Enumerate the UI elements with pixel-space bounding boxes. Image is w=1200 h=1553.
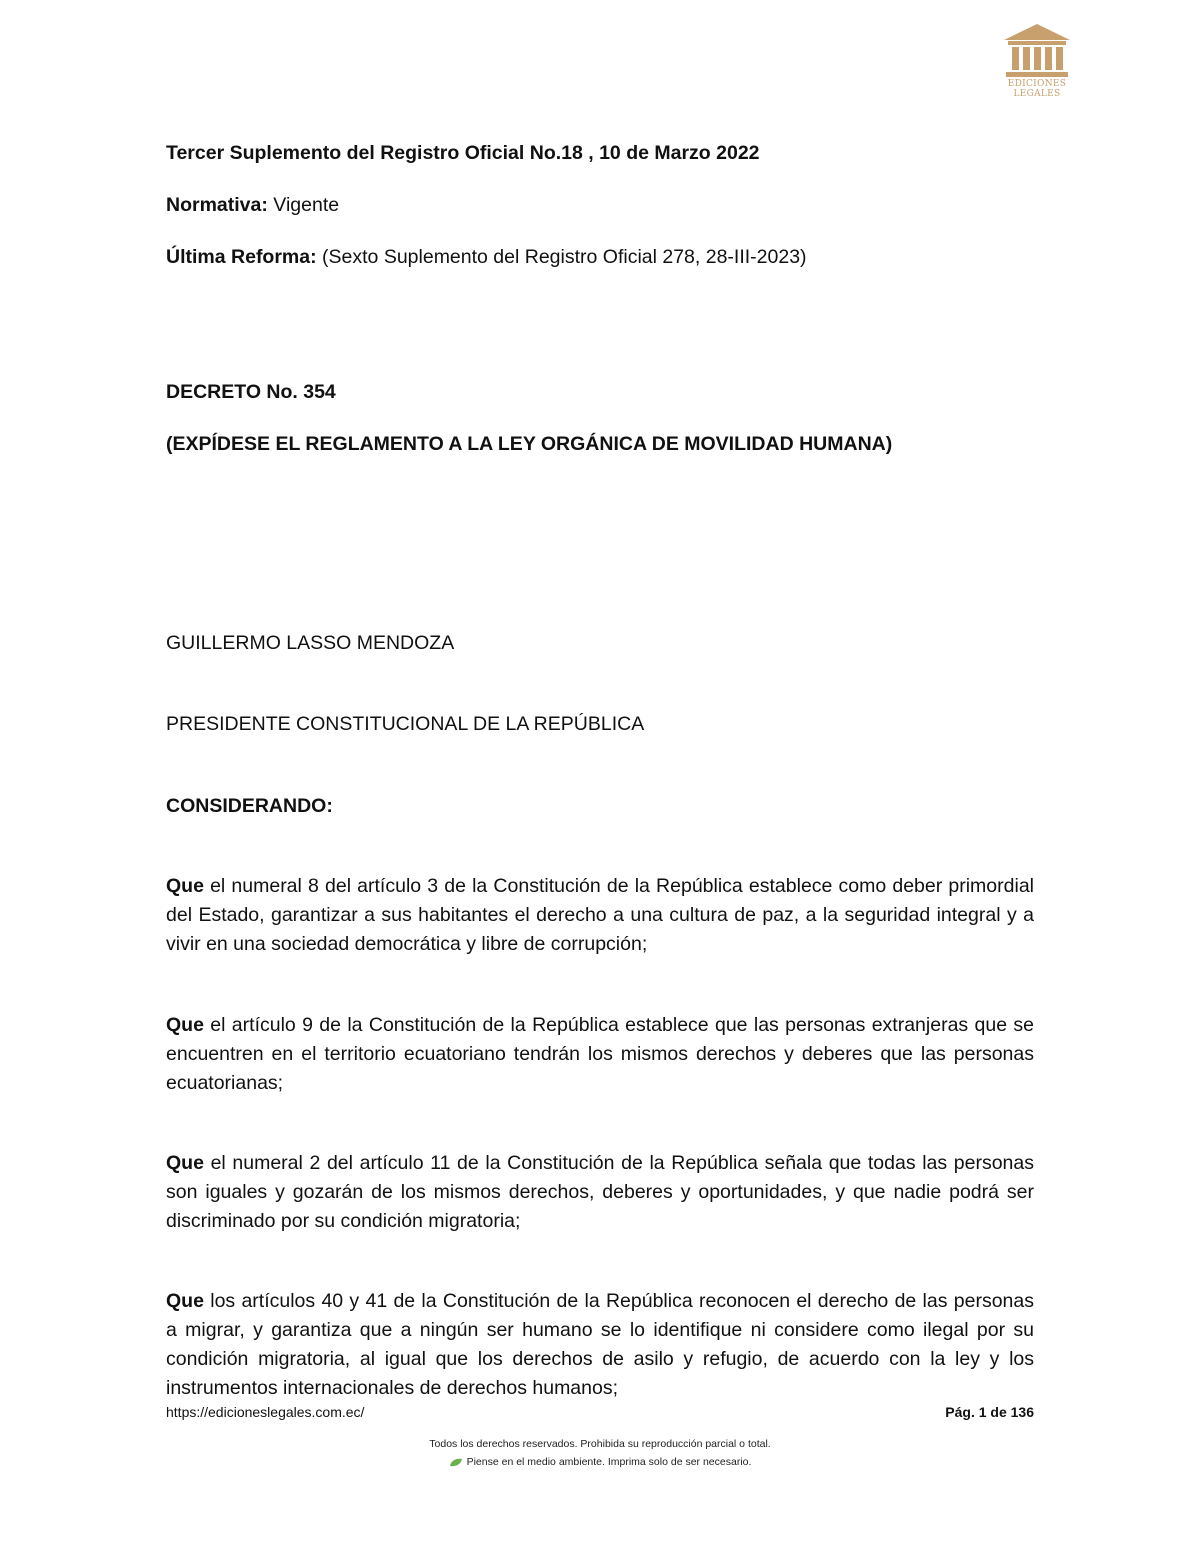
considerando-paragraph (166, 1287, 1034, 1403)
environment-notice-line (0, 1456, 1200, 1468)
ediciones-legales-logo (1000, 22, 1074, 104)
logo-text-line1: EDICIONES (1007, 79, 1067, 89)
normativa-value: Vigente (267, 194, 340, 216)
considerando-paragraph (166, 1011, 1034, 1098)
considerando-heading: CONSIDERANDO: (166, 795, 333, 817)
author-name: GUILLERMO LASSO MENDOZA (166, 632, 455, 654)
normativa-line (166, 191, 1034, 220)
reforma-label: Última Reforma: (166, 246, 317, 268)
paragraph-lead: Que (166, 1152, 204, 1174)
rights-notice: Todos los derechos reservados. Prohibida su reproducción parcial o total. (429, 1438, 771, 1450)
decreto-subject: (EXPÍDESE EL REGLAMENTO A LA LEY ORGÁNICA DE MOVILIDAD HUMANA) (166, 433, 893, 455)
author-title: PRESIDENTE CONSTITUCIONAL DE LA REPÚBLICA (166, 713, 645, 735)
environment-notice: Piense en el medio ambiente. Imprima solo de ser necesario. (466, 1456, 752, 1468)
paragraph-text: el artículo 9 de la Constitución de la República establece que las personas extranjeras que se encuentren en el territorio ecuatoriano tendrán los mismos derechos y deberes que las personas ecuatorianas; (166, 1014, 1034, 1094)
paragraph-lead: Que (166, 875, 204, 897)
considerando-paragraph (166, 1149, 1034, 1236)
paragraph-lead: Que (166, 1014, 204, 1036)
temple-icon (1000, 22, 1074, 80)
normativa-label: Normativa: (166, 194, 268, 216)
paragraph-text: el numeral 2 del artículo 11 de la Constitución de la República señala que todas las personas son iguales y gozarán de los mismos derechos, deberes y oportunidades, y que nadie podrá ser discriminado por su condición migratoria; (166, 1152, 1034, 1232)
reforma-value: (Sexto Suplemento del Registro Oficial 278, 28-III-2023) (316, 246, 807, 268)
document-title: Tercer Suplemento del Registro Oficial No.18 , 10 de Marzo 2022 (166, 142, 760, 164)
reforma-line (166, 243, 1034, 272)
logo-text-line2: LEGALES (1013, 89, 1061, 99)
decreto-number: DECRETO No. 354 (166, 381, 336, 403)
footer-url-link[interactable]: https://edicioneslegales.com.ec/ (166, 1404, 365, 1420)
paragraph-text: el numeral 8 del artículo 3 de la Constitución de la República establece como deber primordial del Estado, garantizar a sus habitantes el derecho a una cultura de paz, a la seguridad integral y a vivir en una sociedad democrática y libre de corrupción; (166, 875, 1034, 955)
page-number: Pág. 1 de 136 (945, 1404, 1034, 1420)
paragraph-text: los artículos 40 y 41 de la Constitución de la República reconocen el derecho de las personas a migrar, y garantiza que a ningún ser humano se lo identifique ni considere como ilegal por su condición migratoria, al igual que los derechos de asilo y refugio, de acuerdo con la ley y los instrumentos internacionales de derechos humanos; (166, 1290, 1034, 1399)
leaf-icon (449, 1458, 463, 1467)
paragraph-lead: Que (166, 1290, 204, 1312)
considerando-paragraph (166, 872, 1034, 959)
